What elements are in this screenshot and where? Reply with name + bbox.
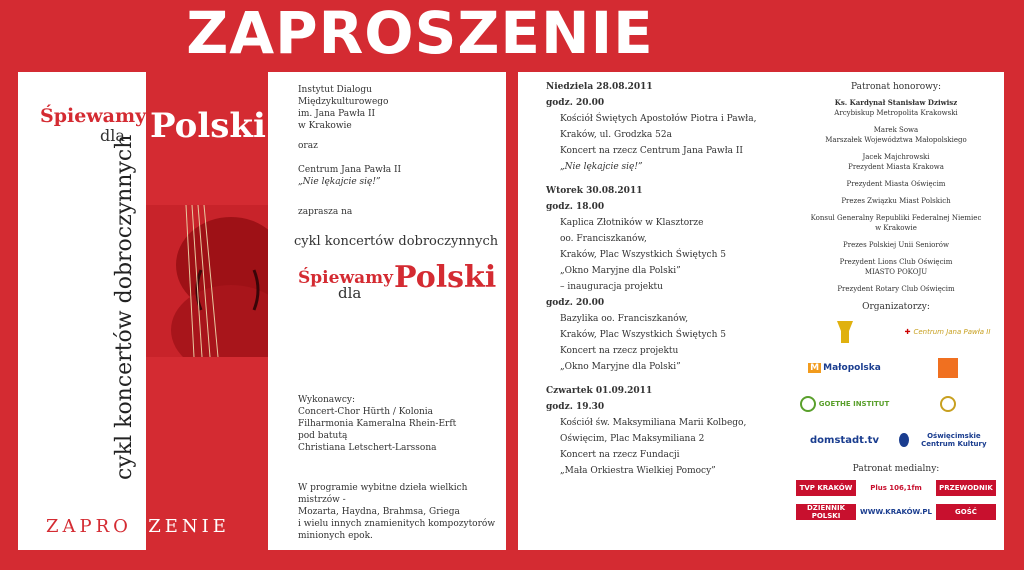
organizer-2	[298, 164, 401, 188]
patron-name: Ks. Kardynał Stanisław Dziwisz	[834, 98, 958, 107]
org2-motto: „Nie lękajcie się!”	[298, 177, 381, 187]
malopolska-logo: M Małopolska	[810, 363, 881, 373]
day-heading: Wtorek 30.08.2011	[546, 186, 643, 196]
patron-item	[796, 257, 996, 277]
performers-line: Christiana Letschert-Larssona	[298, 443, 437, 453]
patron-item: Prezydent Miasta Oświęcim	[846, 180, 946, 188]
performers-line: Concert-Chor Hürth / Kolonia	[298, 407, 434, 417]
organizers-heading: Organizatorzy:	[862, 302, 930, 312]
patronage-heading: Patronat honorowy:	[851, 82, 941, 92]
logo-word-polski: Polski	[150, 106, 266, 146]
patron-title: w Krakowie	[875, 224, 917, 232]
cover-zaproszenie	[46, 516, 230, 537]
performers	[298, 394, 456, 454]
tvp-logo: TVP KRAKÓW	[796, 480, 856, 496]
event-line: oo. Franciszkanów,	[560, 234, 647, 244]
patron-name: Jacek Majchrowski	[862, 153, 930, 161]
event-line: „Mała Orkiestra Wielkiej Pomocy”	[560, 466, 716, 476]
schedule-panel	[518, 72, 1004, 550]
invitation-panel	[268, 72, 506, 550]
event-line: Kraków, ul. Grodzka 52a	[560, 130, 672, 140]
event-line: Kaplica Złotników w Klasztorze	[560, 218, 704, 228]
event-line: Kraków, Plac Wszystkich Świętych 5	[560, 250, 726, 260]
time: godz. 20.00	[546, 298, 605, 308]
patron-item	[796, 152, 996, 172]
media-logos	[796, 480, 996, 520]
patron-title: Konsul Generalny Republiki Federalnej Niemiec	[810, 214, 982, 222]
goethe-logo	[796, 390, 893, 418]
event-line: Koncert na rzecz Fundacji	[560, 450, 680, 460]
logo2-polski: Polski	[394, 260, 497, 295]
time: godz. 19.30	[546, 402, 605, 412]
org2-name: Centrum Jana Pawła II	[298, 165, 402, 175]
event-line: Kościół św. Maksymiliana Marii Kolbego,	[560, 418, 747, 428]
patron-item	[796, 125, 996, 145]
dziennik-logo: DZIENNIK POLSKI	[796, 504, 856, 520]
event-line: – inauguracja projektu	[560, 282, 663, 292]
performers-line: pod batutą	[298, 431, 348, 441]
radio-plus-logo: Plus 106,1fm	[870, 484, 922, 492]
fundacja-logo	[899, 390, 996, 418]
event-line: Bazylika oo. Franciszkanów,	[560, 314, 689, 324]
ock-logo	[899, 426, 996, 454]
goethe-label: GOETHE INSTITUT	[818, 400, 890, 408]
program	[298, 482, 506, 542]
event-line: „Nie lękajcie się!”	[560, 162, 643, 172]
patron-title: Prezydent Lions Club Oświęcim	[839, 258, 953, 266]
event-line: Kościół Świętych Apostołów Piotra i Pawła,	[560, 114, 757, 124]
event-line: Kraków, Plac Wszystkich Świętych 5	[560, 330, 726, 340]
ock-label: Oświęcimskie Centrum Kultury	[921, 432, 987, 448]
time: godz. 18.00	[546, 202, 605, 212]
przewodnik-logo: PRZEWODNIK	[936, 480, 996, 496]
page-title: ZAPROSZENIE	[186, 0, 654, 67]
centrum-jp2-logo: ✚ Centrum Jana Pawła II	[904, 328, 991, 336]
event-line: Oświęcim, Plac Maksymiliana 2	[560, 434, 705, 444]
schedule	[546, 82, 796, 482]
oraz-text: oraz	[298, 141, 318, 151]
patronage	[796, 82, 996, 520]
logo2-dla: dla	[338, 284, 362, 302]
patron-item: Prezes Związku Miast Polskich	[841, 197, 951, 205]
event-line: Koncert na rzecz Centrum Jana Pawła II	[560, 146, 743, 156]
violin-image	[146, 205, 268, 357]
program-line: minionych epok.	[298, 531, 373, 541]
zapro-white: SZENIE	[131, 516, 230, 537]
vertical-subtitle: cykl koncertów dobroczynnych	[112, 134, 137, 480]
patron-name: Marek Sowa	[873, 126, 919, 134]
logo-word-dla: dla	[100, 126, 125, 145]
event-line: Koncert na rzecz projektu	[560, 346, 679, 356]
domstadt-logo: domstadt.tv	[810, 434, 879, 446]
zaprasza-text: zaprasza na	[298, 207, 353, 217]
org1-line: im. Jana Pawła II	[298, 109, 376, 119]
centrum-jp2-label: Centrum Jana Pawła II	[913, 328, 991, 336]
time: godz. 20.00	[546, 98, 605, 108]
day-heading: Niedziela 28.08.2011	[546, 82, 653, 92]
performers-line: Filharmonia Kameralna Rhein-Erft	[298, 419, 457, 429]
media-heading: Patronat medialny:	[852, 464, 940, 474]
patron-item: Prezes Polskiej Unii Seniorów	[843, 241, 949, 249]
organizers-logos	[796, 318, 996, 454]
patron-item: Prezydent Rotary Club Oświęcim	[837, 285, 955, 293]
event-line: „Okno Maryjne dla Polski”	[560, 266, 681, 276]
program-line: Mozarta, Haydna, Brahmsa, Griega	[298, 507, 460, 517]
logo2-spiewamy: Śpiewamy	[298, 268, 393, 288]
patron-item	[796, 98, 996, 118]
gosc-logo: GOŚĆ	[936, 504, 996, 520]
patron-title: Marszałek Województwa Małopolskiego	[825, 136, 967, 144]
cycle-title: cykl koncertów dobroczynnych	[294, 234, 499, 249]
krakow-pl-logo: WWW.KRAKÓW.PL	[860, 508, 932, 516]
zapro-red: ZAPRO	[46, 516, 132, 537]
performers-line: Wykonawcy:	[298, 395, 356, 405]
org1-line: w Krakowie	[298, 121, 352, 131]
malopolska-label: Małopolska	[823, 363, 881, 373]
patron-title: MIASTO POKOJU	[864, 268, 928, 276]
logo-word-spiewamy: Śpiewamy	[40, 105, 147, 127]
patron-item	[796, 213, 996, 233]
program-line: W programie wybitne dzieła wielkich mistrzów -	[298, 483, 468, 505]
patron-title: Arcybiskup Metropolita Krakowski	[834, 109, 958, 117]
patron-title: Prezydent Miasta Krakowa	[848, 163, 944, 171]
organizer-1	[298, 84, 388, 132]
program-line: i wielu innych znamienitych kompozytorów	[298, 519, 496, 529]
middle-logo	[298, 260, 497, 302]
event-line: „Okno Maryjne dla Polski”	[560, 362, 681, 372]
day-heading: Czwartek 01.09.2011	[546, 386, 653, 396]
institute-logo	[796, 318, 893, 346]
org1-line: Międzykulturowego	[298, 97, 389, 107]
krakow-logo	[899, 354, 996, 382]
org1-line: Instytut Dialogu	[298, 85, 372, 95]
